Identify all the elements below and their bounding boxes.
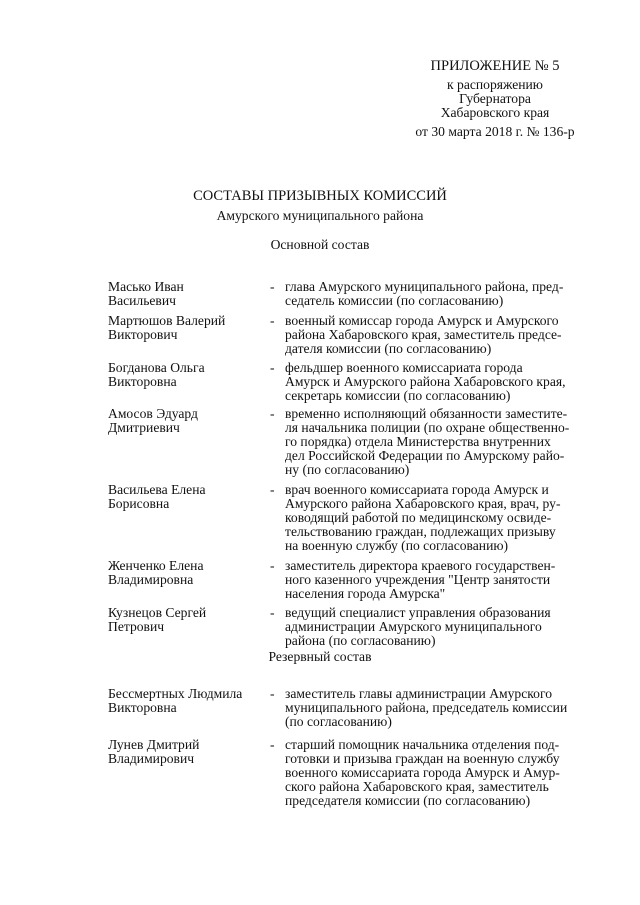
appendix-block (380, 58, 610, 139)
member-name (108, 407, 270, 435)
member-position (285, 280, 608, 308)
member-name-line: Лунев Дмитрий (108, 737, 200, 752)
member-name-line: Женченко Елена (108, 558, 204, 573)
member-name-line: Борисовна (108, 496, 170, 511)
member-dash: - (270, 605, 275, 620)
member-position (285, 407, 608, 477)
member-position-line: врач военного комиссариата города Амурск и (285, 482, 549, 497)
member-position-line: (по согласованию) (285, 714, 392, 729)
basic-members-list (108, 280, 608, 648)
member-position (285, 314, 608, 356)
member-name-line: Масько Иван (108, 279, 184, 294)
member-row (108, 559, 608, 601)
member-position-line: муниципального района, председатель комиссии (285, 700, 568, 715)
member-dash: - (270, 360, 275, 375)
member-name (108, 314, 270, 342)
member-name (108, 280, 270, 308)
member-position-line: ководящий работой по медицинскому освиде- (285, 510, 552, 525)
member-dash: - (270, 279, 275, 294)
member-position (285, 361, 608, 403)
appendix-title: ПРИЛОЖЕНИЕ № 5 (430, 58, 560, 74)
member-position-line: ля начальника полиции (по охране общественно- (285, 420, 570, 435)
member-position-line: председателя комиссии (по согласованию) (285, 793, 531, 808)
member-row (108, 361, 608, 403)
member-position-line: Амурск и Амурского района Хабаровского края, (285, 374, 566, 389)
appendix-line: Хабаровского края (440, 105, 550, 120)
member-name-line: Амосов Эдуард (108, 406, 198, 421)
appendix-line: Губернатора (459, 91, 531, 106)
member-dash: - (270, 558, 275, 573)
member-row (108, 314, 608, 356)
member-position-line: военный комиссар города Амурск и Амурского (285, 313, 559, 328)
document-title: СОСТАВЫ ПРИЗЫВНЫХ КОМИССИЙ (193, 188, 447, 204)
member-position-line: заместитель главы администрации Амурского (285, 686, 552, 701)
member-position (285, 738, 608, 808)
member-row (108, 738, 608, 808)
member-dash: - (270, 313, 275, 328)
member-position-line: фельдшер военного комиссариата города (285, 360, 523, 375)
member-row (108, 606, 608, 648)
member-name-line: Викторовна (108, 700, 177, 715)
reserve-members-list (108, 687, 608, 808)
member-position-line: ного казенного учреждения "Центр занятости (285, 572, 551, 587)
member-dash: - (270, 737, 275, 752)
member-position-line: временно исполняющий обязанности заместите- (285, 406, 568, 421)
member-position-line: тельствованию граждан, подлежащих призыву (285, 524, 556, 539)
member-position-line: Амурского района Хабаровского края, врач, ру- (285, 496, 561, 511)
member-position-line: военного комиссариата города Амурск и Амур- (285, 765, 560, 780)
reserve-composition-heading: Резервный состав (268, 649, 372, 664)
document-subtitle: Амурского муниципального района (216, 208, 424, 223)
member-name-line: Кузнецов Сергей (108, 605, 207, 620)
member-position (285, 559, 608, 601)
member-dash: - (270, 406, 275, 421)
member-name-line: Васильевич (108, 293, 176, 308)
member-row (108, 687, 608, 729)
member-position-line: го порядка) отдела Министерства внутренних (285, 434, 551, 449)
member-name-line: Владимирович (108, 751, 195, 766)
member-row (108, 280, 608, 308)
member-position-line: заместитель директора краевого государствен- (285, 558, 556, 573)
member-dash: - (270, 686, 275, 701)
member-name (108, 738, 270, 766)
member-position-line: старший помощник начальника отделения под- (285, 737, 560, 752)
member-name (108, 606, 270, 634)
basic-composition-heading: Основной состав (270, 237, 370, 252)
appendix-date: от 30 марта 2018 г. № 136-р (415, 124, 575, 139)
member-position-line: ну (по согласованию) (285, 462, 410, 477)
member-name-line: Дмитриевич (108, 420, 180, 435)
member-position-line: седатель комиссии (по согласованию) (285, 293, 504, 308)
member-name-line: Владимировна (108, 572, 194, 587)
member-position (285, 483, 608, 553)
member-position-line: секретарь комиссии (по согласованию) (285, 388, 511, 403)
member-position-line: дел Российской Федерации по Амурскому райо- (285, 448, 565, 463)
member-position-line: района (по согласованию) (285, 633, 436, 648)
member-name-line: Петрович (108, 619, 165, 634)
member-position (285, 687, 608, 729)
member-position-line: населения города Амурска" (285, 586, 446, 601)
member-name (108, 687, 270, 715)
member-position-line: готовки и призыва граждан на военную службу (285, 751, 560, 766)
member-position-line: ведущий специалист управления образования (285, 605, 551, 620)
member-row (108, 407, 608, 477)
member-name-line: Викторовна (108, 374, 177, 389)
member-name-line: Бессмертных Людмила (108, 686, 243, 701)
appendix-line: к распоряжению (447, 77, 543, 92)
member-name (108, 559, 270, 587)
member-row (108, 483, 608, 553)
member-position-line: глава Амурского муниципального района, пред- (285, 279, 564, 294)
member-name-line: Мартюшов Валерий (108, 313, 226, 328)
member-position-line: на военную службу (по согласованию) (285, 538, 509, 553)
member-position (285, 606, 608, 648)
member-name (108, 361, 270, 389)
member-position-line: района Хабаровского края, заместитель предсе- (285, 327, 562, 342)
member-name-line: Викторович (108, 327, 178, 342)
member-name (108, 483, 270, 511)
member-position-line: администрации Амурского муниципального (285, 619, 542, 634)
member-position-line: дателя комиссии (по согласованию) (285, 341, 492, 356)
member-name-line: Богданова Ольга (108, 360, 205, 375)
member-dash: - (270, 482, 275, 497)
member-name-line: Васильева Елена (108, 482, 206, 497)
member-position-line: ского района Хабаровского края, заместитель (285, 779, 549, 794)
